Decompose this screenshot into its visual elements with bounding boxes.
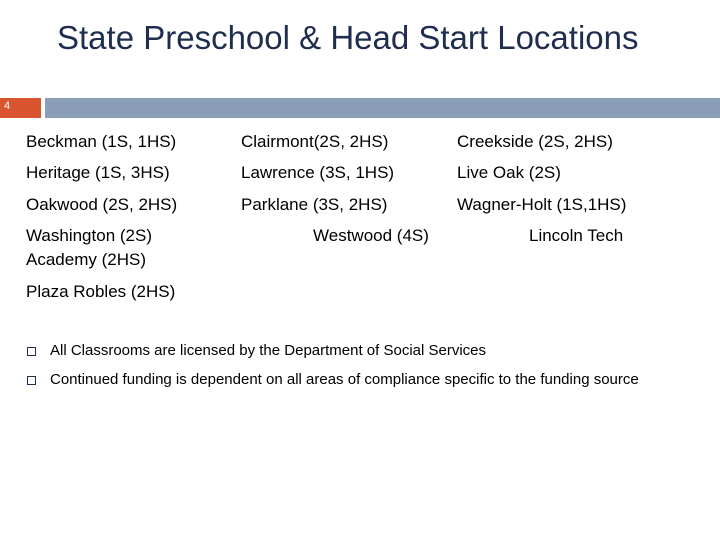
title-accent-bar: [45, 98, 720, 118]
location-plaza-robles: Plaza Robles (2HS): [26, 282, 176, 301]
location-wagner-holt: Wagner-Holt (1S,1HS): [457, 195, 627, 214]
location-heritage: Heritage (1S, 3HS): [26, 163, 170, 182]
location-westwood: Westwood (4S): [313, 226, 429, 245]
bullet-square-icon: [27, 376, 36, 385]
slide-title: State Preschool & Head Start Locations: [57, 19, 639, 56]
bullet-square-icon: [27, 347, 36, 356]
bullet-funding: Continued funding is dependent on all areas of compliance specific to the funding source: [50, 371, 639, 388]
location-parklane: Parklane (3S, 2HS): [241, 195, 388, 214]
location-lawrence: Lawrence (3S, 1HS): [241, 163, 395, 182]
slide-number: 4: [4, 100, 11, 112]
location-oakwood: Oakwood (2S, 2HS): [26, 195, 178, 214]
location-beckman: Beckman (1S, 1HS): [26, 132, 177, 151]
location-live-oak: Live Oak (2S): [457, 163, 561, 182]
location-washington-academy: Washington (2S) Academy (2HS): [26, 226, 152, 269]
location-creekside: Creekside (2S, 2HS): [457, 132, 613, 151]
location-clairmont: Clairmont(2S, 2HS): [241, 132, 389, 151]
bullet-licensed: All Classrooms are licensed by the Department of Social Services: [50, 342, 487, 359]
location-lincoln-tech: Lincoln Tech: [529, 226, 624, 245]
